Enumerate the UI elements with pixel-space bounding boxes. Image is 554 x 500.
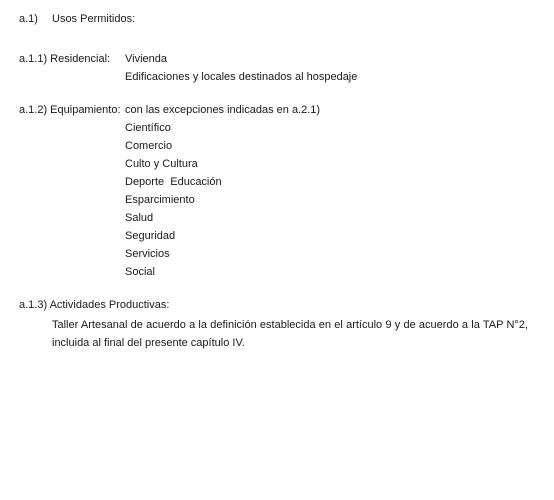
equipamiento-item-salud: Salud [125,212,154,224]
productivas-line-2: incluida al final del presente capítulo IV. [52,337,245,349]
equipamiento-item-social: Social [125,266,155,278]
section-number: a.1) [19,13,38,25]
section-title: Usos Permitidos: [52,13,136,25]
equipamiento-item-culto-cultura: Culto y Cultura [125,158,198,170]
productivas-line-1: Taller Artesanal de acuerdo a la definición establecida en el artículo 9 y de acuerdo a la TAP N°2, [52,319,528,331]
productivas-paragraph [52,318,528,350]
residencial-item-vivienda: Vivienda [125,53,167,65]
equipamiento-item-cientifico: Científico [125,122,171,134]
equipamiento-item-seguridad: Seguridad [125,230,176,242]
equipamiento-item-deporte-educacion: Deporte Educación [125,176,222,188]
productivas-label: a.1.3) Actividades Productivas: [19,299,170,311]
equipamiento-item-esparcimiento: Esparcimiento [125,194,195,206]
equipamiento-label: a.1.2) Equipamiento: [19,104,121,116]
equipamiento-note: con las excepciones indicadas en a.2.1) [125,104,321,116]
equipamiento-item-servicios: Servicios [125,248,170,260]
equipamiento-item-comercio: Comercio [125,140,173,152]
residencial-label: a.1.1) Residencial: [19,53,111,65]
residencial-item-hospedaje: Edificaciones y locales destinados al hospedaje [125,71,358,83]
